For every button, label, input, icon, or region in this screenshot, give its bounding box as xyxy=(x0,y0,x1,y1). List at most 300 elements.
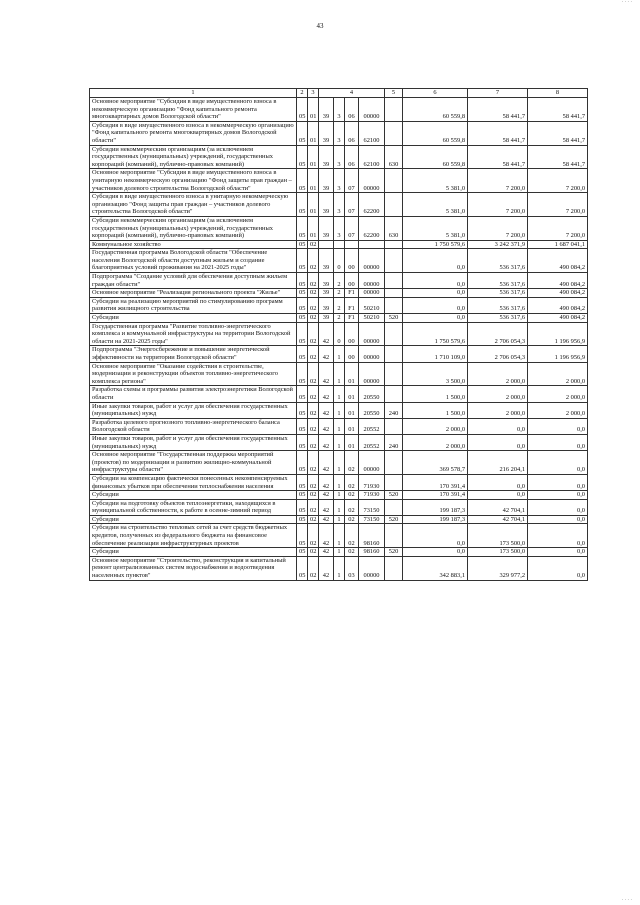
row-name: Субсидии xyxy=(90,491,297,500)
row-program-code: 39 xyxy=(319,314,334,323)
row-subprogram-code: 1 xyxy=(334,548,345,557)
row-amount-col7: 536 317,6 xyxy=(468,297,528,313)
row-event-code: 02 xyxy=(345,499,359,515)
row-amount-col8: 0,0 xyxy=(528,548,588,557)
row-program-code: 42 xyxy=(319,346,334,362)
row-amount-col7: 7 200,0 xyxy=(468,216,528,240)
row-section: 05 xyxy=(297,121,308,145)
row-amount-col8: 7 200,0 xyxy=(528,216,588,240)
row-amount-col6: 5 381,0 xyxy=(403,216,468,240)
row-amount-col6: 199 187,3 xyxy=(403,499,468,515)
table-row xyxy=(90,240,588,249)
row-amount-col7: 536 317,6 xyxy=(468,249,528,273)
row-amount-col6: 199 187,3 xyxy=(403,515,468,524)
row-subsection: 02 xyxy=(308,434,319,450)
table-row xyxy=(90,145,588,169)
row-subprogram-code: 3 xyxy=(334,193,345,217)
table-row xyxy=(90,169,588,193)
row-amount-col6: 369 578,7 xyxy=(403,451,468,475)
table-row xyxy=(90,193,588,217)
row-section: 05 xyxy=(297,362,308,386)
row-direction-code: 62200 xyxy=(359,193,385,217)
row-subsection: 01 xyxy=(308,216,319,240)
row-amount-col8: 1 196 956,9 xyxy=(528,322,588,346)
row-program-code: 39 xyxy=(319,273,334,289)
row-subsection: 01 xyxy=(308,145,319,169)
row-program-code: 42 xyxy=(319,474,334,490)
row-section: 05 xyxy=(297,289,308,298)
row-event-code: 00 xyxy=(345,273,359,289)
row-amount-col6: 0,0 xyxy=(403,314,468,323)
row-amount-col7: 2 706 054,3 xyxy=(468,346,528,362)
table-row xyxy=(90,216,588,240)
header-col-3: 3 xyxy=(308,89,319,98)
row-subprogram-code: 1 xyxy=(334,491,345,500)
row-program-code: 39 xyxy=(319,297,334,313)
row-amount-col6: 60 559,8 xyxy=(403,145,468,169)
row-name: Подпрограмма "Энергосбережение и повышение энергетической эффективности на территории Вологодской области" xyxy=(90,346,297,362)
row-expense-type xyxy=(385,322,403,346)
row-subprogram-code: 3 xyxy=(334,145,345,169)
row-expense-type xyxy=(385,346,403,362)
row-amount-col7: 0,0 xyxy=(468,434,528,450)
row-amount-col6: 342 883,1 xyxy=(403,556,468,580)
row-direction-code: 98160 xyxy=(359,548,385,557)
row-amount-col8: 0,0 xyxy=(528,418,588,434)
row-amount-col8: 0,0 xyxy=(528,515,588,524)
budget-table xyxy=(89,88,588,581)
row-name: Основное мероприятие "Строительство, реконструкция и капитальный ремонт централизованных систем водоснабжения и водоотведения населенных пунктов" xyxy=(90,556,297,580)
row-expense-type xyxy=(385,240,403,249)
row-amount-col7: 7 200,0 xyxy=(468,193,528,217)
row-amount-col8: 0,0 xyxy=(528,434,588,450)
row-amount-col7: 173 500,0 xyxy=(468,524,528,548)
row-name: Разработка целевого прогнозного топливно-энергетического баланса Вологодской области xyxy=(90,418,297,434)
row-section: 05 xyxy=(297,193,308,217)
table-row xyxy=(90,418,588,434)
row-amount-col7: 42 704,1 xyxy=(468,499,528,515)
row-name: Основное мероприятие "Субсидия в виде имущественного взноса в унитарную некоммерческую организацию "Фонд защиты прав граждан – участников долевого строительства Вологодской области" xyxy=(90,169,297,193)
row-subsection: 01 xyxy=(308,193,319,217)
row-subprogram-code: 1 xyxy=(334,556,345,580)
header-col-6: 6 xyxy=(403,89,468,98)
row-event-code: 00 xyxy=(345,322,359,346)
row-direction-code: 00000 xyxy=(359,169,385,193)
row-subsection: 02 xyxy=(308,297,319,313)
row-expense-type: 240 xyxy=(385,402,403,418)
row-subsection: 01 xyxy=(308,121,319,145)
row-program-code: 42 xyxy=(319,515,334,524)
row-direction-code: 71930 xyxy=(359,474,385,490)
row-amount-col7: 58 441,7 xyxy=(468,98,528,122)
row-subprogram-code: 1 xyxy=(334,434,345,450)
row-subsection: 02 xyxy=(308,491,319,500)
row-amount-col8: 490 084,2 xyxy=(528,314,588,323)
table-row xyxy=(90,121,588,145)
row-subsection: 02 xyxy=(308,418,319,434)
row-amount-col7: 536 317,6 xyxy=(468,273,528,289)
row-direction-code: 20550 xyxy=(359,386,385,402)
row-amount-col6: 0,0 xyxy=(403,289,468,298)
row-expense-type xyxy=(385,362,403,386)
row-amount-col6: 60 559,8 xyxy=(403,98,468,122)
row-expense-type xyxy=(385,386,403,402)
row-section: 05 xyxy=(297,474,308,490)
row-amount-col7: 216 204,1 xyxy=(468,451,528,475)
row-amount-col8: 1 196 956,9 xyxy=(528,346,588,362)
row-subsection: 02 xyxy=(308,451,319,475)
row-subprogram-code xyxy=(334,240,345,249)
row-amount-col8: 58 441,7 xyxy=(528,121,588,145)
scan-mark-top: · · · · xyxy=(621,0,632,5)
row-subprogram-code: 1 xyxy=(334,402,345,418)
row-expense-type: 520 xyxy=(385,491,403,500)
row-subprogram-code: 1 xyxy=(334,451,345,475)
row-amount-col8: 0,0 xyxy=(528,474,588,490)
row-section: 05 xyxy=(297,240,308,249)
row-amount-col6: 5 381,0 xyxy=(403,193,468,217)
row-program-code: 42 xyxy=(319,451,334,475)
row-event-code: 03 xyxy=(345,556,359,580)
row-direction-code: 00000 xyxy=(359,249,385,273)
row-amount-col8: 58 441,7 xyxy=(528,145,588,169)
row-subsection: 02 xyxy=(308,322,319,346)
row-amount-col6: 0,0 xyxy=(403,273,468,289)
header-col-5: 5 xyxy=(385,89,403,98)
row-subsection: 02 xyxy=(308,524,319,548)
row-amount-col8: 490 084,2 xyxy=(528,249,588,273)
row-amount-col6: 1 750 579,6 xyxy=(403,322,468,346)
row-expense-type xyxy=(385,169,403,193)
table-body xyxy=(90,98,588,581)
row-program-code: 42 xyxy=(319,386,334,402)
row-direction-code: 62200 xyxy=(359,216,385,240)
row-section: 05 xyxy=(297,515,308,524)
row-name: Субсидия в виде имущественного взноса в унитарную некоммерческую организацию "Фонд защиты прав граждан – участников долевого строительства Вологодской области" xyxy=(90,193,297,217)
row-section: 05 xyxy=(297,556,308,580)
row-program-code: 42 xyxy=(319,362,334,386)
row-subprogram-code: 1 xyxy=(334,346,345,362)
row-amount-col8: 1 687 041,1 xyxy=(528,240,588,249)
row-subsection: 02 xyxy=(308,289,319,298)
table-header-row xyxy=(90,89,588,98)
header-col-4: 4 xyxy=(319,89,385,98)
row-subprogram-code: 2 xyxy=(334,314,345,323)
row-subsection: 02 xyxy=(308,273,319,289)
row-program-code: 42 xyxy=(319,491,334,500)
row-section: 05 xyxy=(297,145,308,169)
row-direction-code: 00000 xyxy=(359,98,385,122)
row-direction-code: 20550 xyxy=(359,402,385,418)
row-event-code: 07 xyxy=(345,193,359,217)
row-section: 05 xyxy=(297,273,308,289)
row-direction-code: 20552 xyxy=(359,434,385,450)
row-amount-col7: 42 704,1 xyxy=(468,515,528,524)
row-amount-col8: 7 200,0 xyxy=(528,193,588,217)
row-amount-col7: 2 706 054,3 xyxy=(468,322,528,346)
row-direction-code: 50210 xyxy=(359,314,385,323)
row-expense-type xyxy=(385,273,403,289)
row-amount-col7: 3 242 371,9 xyxy=(468,240,528,249)
row-amount-col6: 2 000,0 xyxy=(403,434,468,450)
row-amount-col7: 7 200,0 xyxy=(468,169,528,193)
row-direction-code: 62100 xyxy=(359,121,385,145)
row-name: Иные закупки товаров, работ и услуг для обеспечения государственных (муниципальных) нужд xyxy=(90,402,297,418)
row-amount-col6: 0,0 xyxy=(403,249,468,273)
row-direction-code: 00000 xyxy=(359,556,385,580)
row-subsection: 02 xyxy=(308,314,319,323)
table-row xyxy=(90,451,588,475)
row-amount-col6: 5 381,0 xyxy=(403,169,468,193)
row-expense-type: 520 xyxy=(385,548,403,557)
row-amount-col8: 490 084,2 xyxy=(528,297,588,313)
row-subsection: 01 xyxy=(308,169,319,193)
row-expense-type: 520 xyxy=(385,515,403,524)
row-amount-col6: 170 391,4 xyxy=(403,491,468,500)
row-amount-col7: 2 000,0 xyxy=(468,402,528,418)
header-col-8: 8 xyxy=(528,89,588,98)
row-name: Разработка схемы и программы развития электроэнергетики Вологодской области xyxy=(90,386,297,402)
row-section: 05 xyxy=(297,98,308,122)
row-amount-col6: 2 000,0 xyxy=(403,418,468,434)
row-event-code: 01 xyxy=(345,386,359,402)
row-event-code: F1 xyxy=(345,297,359,313)
row-program-code: 39 xyxy=(319,98,334,122)
row-subsection: 02 xyxy=(308,386,319,402)
header-col-7: 7 xyxy=(468,89,528,98)
row-section: 05 xyxy=(297,169,308,193)
row-amount-col7: 2 000,0 xyxy=(468,386,528,402)
table-row xyxy=(90,297,588,313)
row-subsection: 02 xyxy=(308,548,319,557)
row-amount-col8: 0,0 xyxy=(528,499,588,515)
page-number: 43 xyxy=(316,22,324,30)
row-event-code: 01 xyxy=(345,402,359,418)
row-amount-col7: 0,0 xyxy=(468,474,528,490)
row-name: Субсидии на строительство тепловых сетей за счет средств бюджетных кредитов, полученных из федерального бюджета на финансовое обеспечение реализации инфраструктурных проектов xyxy=(90,524,297,548)
row-subsection: 02 xyxy=(308,362,319,386)
row-expense-type xyxy=(385,524,403,548)
row-program-code: 39 xyxy=(319,193,334,217)
row-amount-col7: 536 317,6 xyxy=(468,314,528,323)
row-amount-col6: 60 559,8 xyxy=(403,121,468,145)
row-name: Подпрограмма "Создание условий для обеспечения доступным жильем граждан области" xyxy=(90,273,297,289)
row-section: 05 xyxy=(297,491,308,500)
table-row xyxy=(90,314,588,323)
row-event-code: F1 xyxy=(345,314,359,323)
row-direction-code: 62100 xyxy=(359,145,385,169)
row-subsection: 01 xyxy=(308,98,319,122)
row-amount-col6: 170 391,4 xyxy=(403,474,468,490)
row-section: 05 xyxy=(297,297,308,313)
row-name: Субсидии некоммерческим организациям (за исключением государственных (муниципальных) учреждений, государственных корпораций (компаний), публично-правовых компаний) xyxy=(90,216,297,240)
row-program-code: 42 xyxy=(319,434,334,450)
row-subprogram-code: 2 xyxy=(334,297,345,313)
row-program-code: 39 xyxy=(319,289,334,298)
row-amount-col6: 0,0 xyxy=(403,297,468,313)
row-direction-code: 50210 xyxy=(359,297,385,313)
row-event-code: 06 xyxy=(345,121,359,145)
row-name: Основное мероприятие "Оказание содействия в строительстве, модернизации и реконструкции объектов топливно-энергетического комплекса региона" xyxy=(90,362,297,386)
header-col-2: 2 xyxy=(297,89,308,98)
row-name: Коммунальное хозяйство xyxy=(90,240,297,249)
row-name: Субсидии некоммерческим организациям (за исключением государственных (муниципальных) учреждений, государственных корпораций (компаний), публично-правовых компаний) xyxy=(90,145,297,169)
row-amount-col6: 1 500,0 xyxy=(403,386,468,402)
row-expense-type xyxy=(385,289,403,298)
row-direction-code: 00000 xyxy=(359,273,385,289)
row-expense-type xyxy=(385,121,403,145)
row-program-code: 39 xyxy=(319,249,334,273)
row-direction-code: 00000 xyxy=(359,322,385,346)
row-section: 05 xyxy=(297,386,308,402)
table-row xyxy=(90,386,588,402)
row-amount-col8: 0,0 xyxy=(528,491,588,500)
row-expense-type: 630 xyxy=(385,145,403,169)
row-name: Субсидии на реализацию мероприятий по стимулированию программ развития жилищного строительства xyxy=(90,297,297,313)
row-section: 05 xyxy=(297,249,308,273)
row-section: 05 xyxy=(297,216,308,240)
row-amount-col6: 1 500,0 xyxy=(403,402,468,418)
row-program-code xyxy=(319,240,334,249)
row-amount-col6: 0,0 xyxy=(403,524,468,548)
row-event-code: 02 xyxy=(345,451,359,475)
row-event-code: 02 xyxy=(345,524,359,548)
table-row xyxy=(90,322,588,346)
row-program-code: 39 xyxy=(319,121,334,145)
row-amount-col7: 329 977,2 xyxy=(468,556,528,580)
row-direction-code: 00000 xyxy=(359,451,385,475)
row-section: 05 xyxy=(297,418,308,434)
row-direction-code: 00000 xyxy=(359,362,385,386)
row-program-code: 42 xyxy=(319,499,334,515)
row-subprogram-code: 3 xyxy=(334,121,345,145)
row-subsection: 02 xyxy=(308,346,319,362)
row-program-code: 42 xyxy=(319,402,334,418)
row-amount-col8: 0,0 xyxy=(528,524,588,548)
row-subprogram-code: 1 xyxy=(334,524,345,548)
row-subprogram-code: 3 xyxy=(334,169,345,193)
row-section: 05 xyxy=(297,346,308,362)
row-subprogram-code: 1 xyxy=(334,386,345,402)
row-name: Субсидия в виде имущественного взноса в некоммерческую организацию "Фонд капитального ремонта многоквартирных домов Вологодской области" xyxy=(90,121,297,145)
row-program-code: 42 xyxy=(319,548,334,557)
row-amount-col8: 2 000,0 xyxy=(528,386,588,402)
row-name: Основное мероприятие "Государственная поддержка мероприятий (проектов) по модернизации и развитию жилищно-коммунальной инфраструктуры области" xyxy=(90,451,297,475)
row-subprogram-code: 2 xyxy=(334,273,345,289)
row-amount-col6: 1 750 579,6 xyxy=(403,240,468,249)
row-program-code: 39 xyxy=(319,169,334,193)
row-subprogram-code: 1 xyxy=(334,515,345,524)
table-row xyxy=(90,491,588,500)
row-event-code: 00 xyxy=(345,346,359,362)
table-row xyxy=(90,499,588,515)
row-direction-code: 71930 xyxy=(359,491,385,500)
row-amount-col8: 58 441,7 xyxy=(528,98,588,122)
row-event-code: 00 xyxy=(345,249,359,273)
table-row xyxy=(90,98,588,122)
row-event-code: F1 xyxy=(345,289,359,298)
row-event-code: 06 xyxy=(345,145,359,169)
row-subprogram-code: 1 xyxy=(334,499,345,515)
row-amount-col6: 1 710 109,0 xyxy=(403,346,468,362)
row-amount-col8: 490 084,2 xyxy=(528,273,588,289)
row-name: Государственная программа "Развитие топливно-энергетического комплекса и коммунальной инфраструктуры на территории Вологодской области на 2021-2025 годы" xyxy=(90,322,297,346)
row-subprogram-code: 1 xyxy=(334,418,345,434)
row-event-code: 01 xyxy=(345,362,359,386)
row-direction-code xyxy=(359,240,385,249)
table-row xyxy=(90,402,588,418)
row-amount-col8: 2 000,0 xyxy=(528,402,588,418)
row-name: Субсидии на подготовку объектов теплоэнергетики, находящихся в муниципальной собственности, к работе в осенне-зимний период xyxy=(90,499,297,515)
row-program-code: 42 xyxy=(319,322,334,346)
row-section: 05 xyxy=(297,451,308,475)
row-event-code: 02 xyxy=(345,548,359,557)
table-row xyxy=(90,515,588,524)
table-row xyxy=(90,524,588,548)
row-section: 05 xyxy=(297,314,308,323)
row-amount-col7: 173 500,0 xyxy=(468,548,528,557)
table-row xyxy=(90,362,588,386)
row-event-code xyxy=(345,240,359,249)
table-row xyxy=(90,548,588,557)
row-name: Основное мероприятие "Субсидия в виде имущественного взноса в некоммерческую организацию "Фонд капитального ремонта многоквартирных домов Вологодской области" xyxy=(90,98,297,122)
row-amount-col7: 58 441,7 xyxy=(468,121,528,145)
row-expense-type: 520 xyxy=(385,314,403,323)
row-section: 05 xyxy=(297,548,308,557)
row-program-code: 42 xyxy=(319,524,334,548)
row-amount-col8: 490 084,2 xyxy=(528,289,588,298)
row-amount-col8: 2 000,0 xyxy=(528,362,588,386)
row-expense-type: 630 xyxy=(385,216,403,240)
row-subprogram-code: 2 xyxy=(334,289,345,298)
row-expense-type xyxy=(385,249,403,273)
row-name: Основное мероприятие "Реализация регионального проекта "Жилье" xyxy=(90,289,297,298)
row-section: 05 xyxy=(297,434,308,450)
table-row xyxy=(90,346,588,362)
row-name: Иные закупки товаров, работ и услуг для обеспечения государственных (муниципальных) нужд xyxy=(90,434,297,450)
row-event-code: 06 xyxy=(345,98,359,122)
row-amount-col7: 58 441,7 xyxy=(468,145,528,169)
row-program-code: 39 xyxy=(319,216,334,240)
row-event-code: 02 xyxy=(345,515,359,524)
row-event-code: 02 xyxy=(345,491,359,500)
row-name: Субсидии xyxy=(90,515,297,524)
row-subsection: 02 xyxy=(308,556,319,580)
header-col-1: 1 xyxy=(90,89,297,98)
row-amount-col7: 0,0 xyxy=(468,418,528,434)
row-subprogram-code: 0 xyxy=(334,249,345,273)
row-subprogram-code: 1 xyxy=(334,362,345,386)
row-name: Субсидии на компенсацию фактически понесенных некомпенсируемых финансовых убытков при обеспечении теплоснабжения населения xyxy=(90,474,297,490)
row-expense-type xyxy=(385,418,403,434)
row-amount-col8: 0,0 xyxy=(528,451,588,475)
table-row xyxy=(90,289,588,298)
row-amount-col6: 0,0 xyxy=(403,548,468,557)
row-direction-code: 73150 xyxy=(359,499,385,515)
row-expense-type xyxy=(385,451,403,475)
row-expense-type xyxy=(385,193,403,217)
row-name: Субсидии xyxy=(90,548,297,557)
scan-mark-bottom: · · · · xyxy=(621,898,632,903)
row-amount-col8: 7 200,0 xyxy=(528,169,588,193)
row-subsection: 02 xyxy=(308,474,319,490)
row-program-code: 39 xyxy=(319,145,334,169)
row-amount-col8: 0,0 xyxy=(528,556,588,580)
row-expense-type: 240 xyxy=(385,434,403,450)
row-expense-type xyxy=(385,474,403,490)
row-direction-code: 73150 xyxy=(359,515,385,524)
row-subsection: 02 xyxy=(308,515,319,524)
